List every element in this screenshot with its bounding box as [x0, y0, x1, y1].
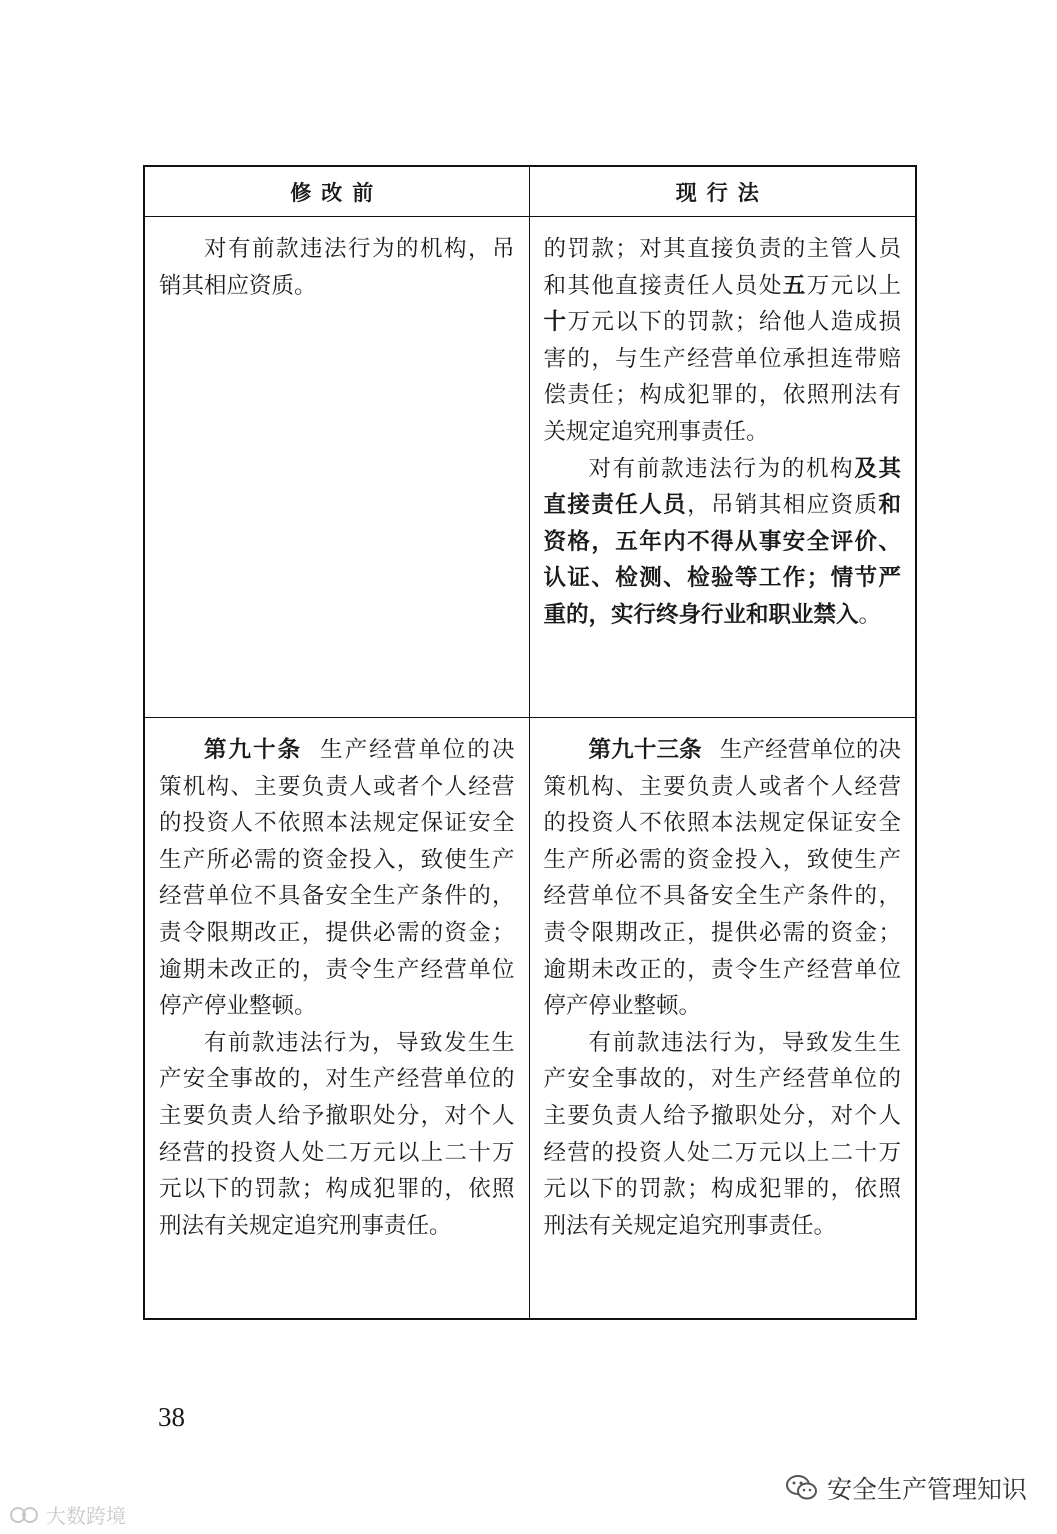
- article-number: 第九十三条: [588, 737, 702, 763]
- paragraph: [544, 732, 902, 1025]
- paragraph: 有前款违法行为，导致发生生产安全事故的，对生产经营单位的主要负责人给予撤职处分，对个人经营的投资人处二万元以上二十万元以下的罚款；构成犯罪的，依照刑法有关规定追究刑事责任。: [543, 1029, 901, 1239]
- cell-before-2: [144, 718, 529, 1320]
- watermark-right-text: 安全生产管理知识: [826, 1475, 1027, 1504]
- changed-text: 五: [782, 272, 807, 299]
- watermark-left-text: 大数跨境: [46, 1504, 126, 1528]
- text-run: 。: [858, 601, 882, 628]
- cell-before-1: [144, 217, 529, 718]
- paragraph: [159, 732, 515, 1025]
- text-run: ，吊销其相应资质: [687, 492, 879, 519]
- header-before: 修改前: [144, 166, 529, 217]
- changed-text: 十: [543, 309, 568, 336]
- article-number: 第九十条: [204, 737, 303, 763]
- dashuju-logo-icon: [10, 1504, 40, 1526]
- paragraph: 有前款违法行为，导致发生生产安全事故的，对生产经营单位的主要负责人给予撤职处分，对个人经营的投资人处二万元以上二十万元以下的罚款；构成犯罪的，依照刑法有关规定追究刑事责任。: [159, 1029, 515, 1239]
- watermark-right: [785, 1470, 1027, 1506]
- text-run: 生产经营单位的决策机构、主要负责人或者个人经营的投资人不依照本法规定保证安全生产所必需的资金投入，致使生产经营单位不具备安全生产条件的，责令限期改正，提供必需的资金；逾期未改正的，责令生产经营单位停产停业整顿。: [159, 737, 515, 1020]
- text-run: 万元以下的罚款；给他人造成损害的，与生产经营单位承担连带赔偿责任；构成犯罪的，依照刑法有关规定追究刑事责任。: [543, 309, 901, 445]
- cell-current-2: [529, 718, 916, 1320]
- text-run: 的罚款；对其直接负责的主管人员和其他直接责任人员处: [543, 236, 901, 299]
- comparison-table: [143, 165, 917, 1320]
- header-current: 现行法: [529, 166, 916, 217]
- page-number: 38: [158, 1402, 185, 1432]
- paragraph: 对有前款违法行为的机构，吊销其相应资质。: [159, 236, 515, 299]
- text-run: 生产经营单位的决策机构、主要负责人或者个人经营的投资人不依照本法规定保证安全生产所必需的资金投入，致使生产经营单位不具备安全生产条件的，责令限期改正，提供必需的资金；逾期未改正的，责令生产经营单位停产停业整顿。: [543, 737, 901, 1020]
- wechat-icon: [785, 1473, 819, 1503]
- cell-current-1: [529, 217, 916, 718]
- text-run: 万元以上: [806, 272, 901, 299]
- watermark-left: [10, 1500, 126, 1529]
- paragraph: [544, 231, 902, 451]
- paragraph: [544, 451, 902, 634]
- text-run: 对有前款违法行为的机构: [588, 455, 855, 482]
- changed-text: 及其直接责任人员: [543, 455, 901, 519]
- changed-text: 和资格，五年内不得从事安全评价、认证、检测、检验等工作；情节严重的，实行终身行业和职业禁入: [543, 492, 901, 628]
